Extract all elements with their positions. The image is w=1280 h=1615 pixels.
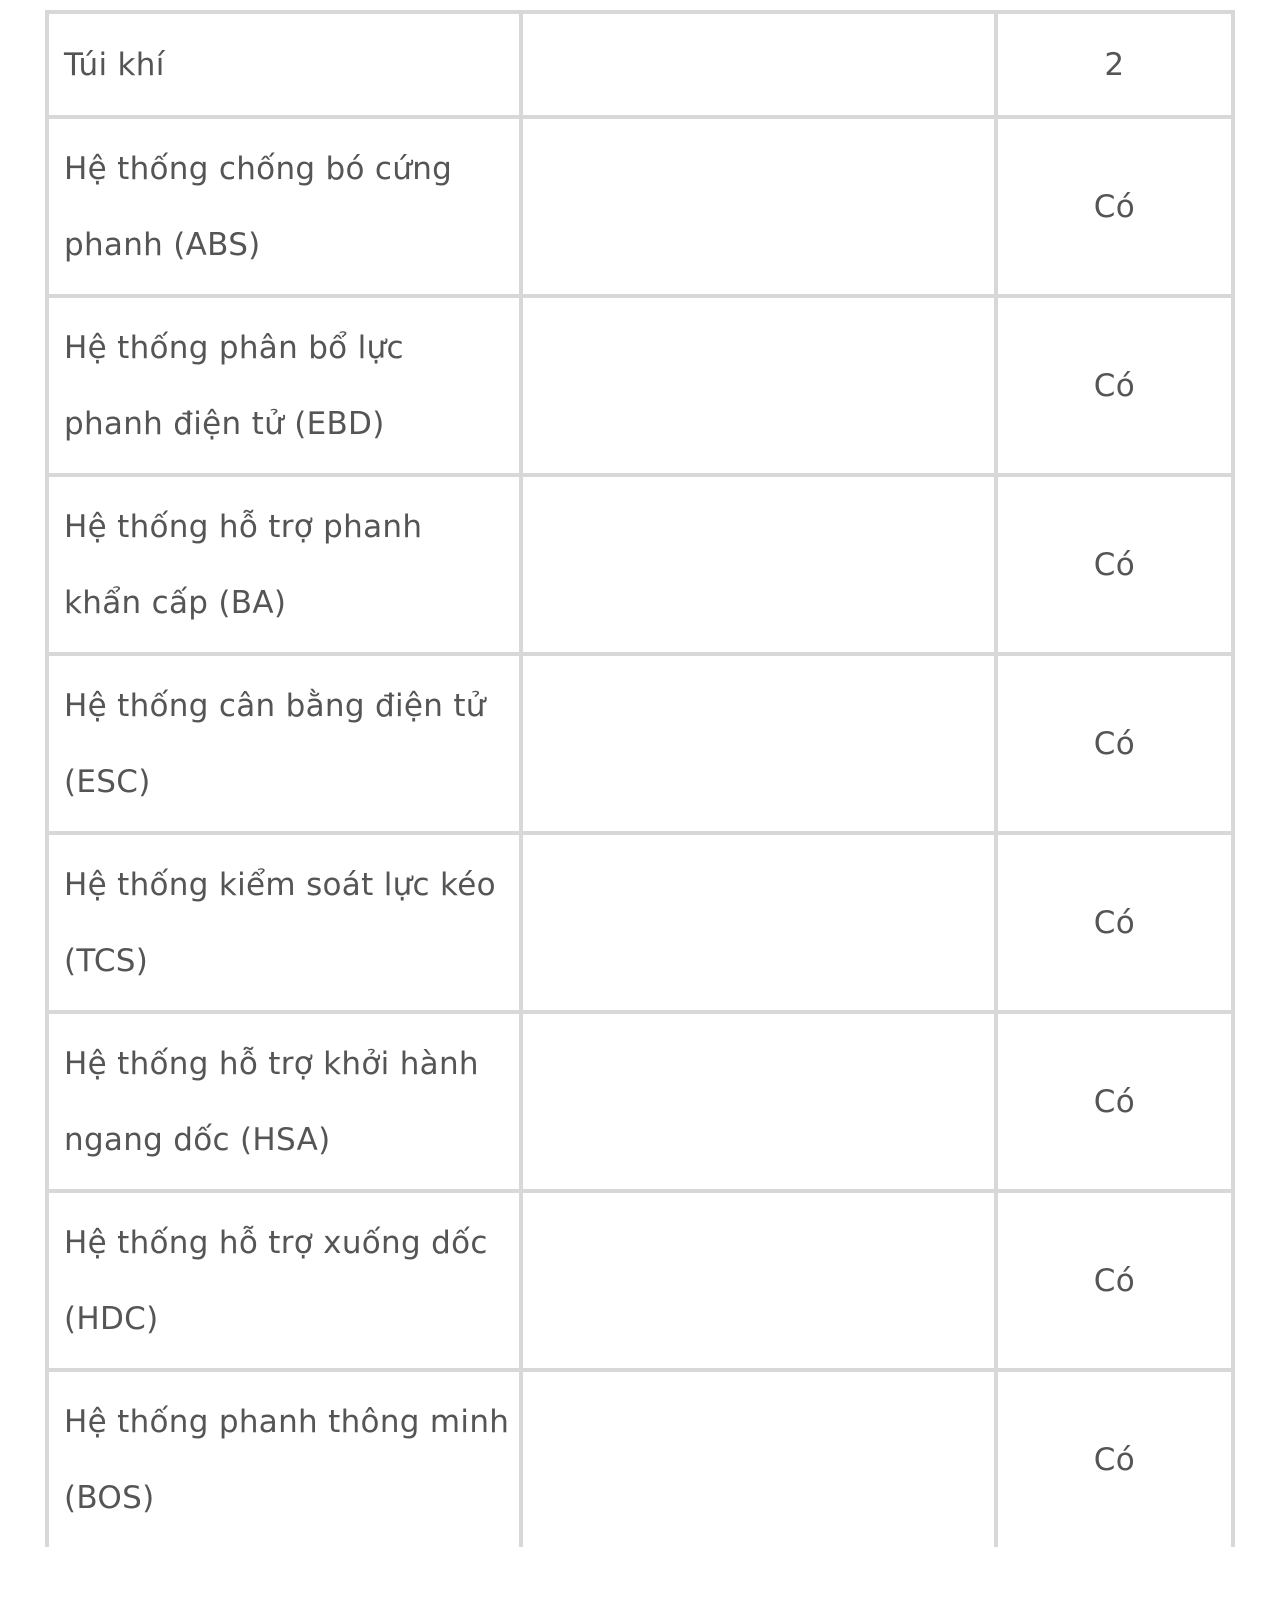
value-cell: Có [996, 654, 1233, 833]
empty-cell [521, 1012, 995, 1191]
table-row [47, 654, 1233, 833]
empty-cell [521, 475, 995, 654]
table-row [47, 1012, 1233, 1191]
value-cell: Có [996, 296, 1233, 475]
feature-cell: Hệ thống phanh thông minh (BOS) [47, 1370, 521, 1547]
feature-cell: Hệ thống chống bó cứng phanh (ABS) [47, 117, 521, 296]
empty-cell [521, 833, 995, 1012]
table-row [47, 117, 1233, 296]
spec-table-body [47, 12, 1233, 1547]
table-row [47, 475, 1233, 654]
table-row [47, 1191, 1233, 1370]
empty-cell [521, 296, 995, 475]
value-cell: Có [996, 1370, 1233, 1547]
feature-cell: Hệ thống hỗ trợ phanh khẩn cấp (BA) [47, 475, 521, 654]
value-cell: Có [996, 1012, 1233, 1191]
table-row [47, 1370, 1233, 1547]
empty-cell [521, 1191, 995, 1370]
table-row [47, 833, 1233, 1012]
value-cell: Có [996, 833, 1233, 1012]
feature-cell: Hệ thống phân bổ lực phanh điện tử (EBD) [47, 296, 521, 475]
feature-cell: Hệ thống hỗ trợ xuống dốc (HDC) [47, 1191, 521, 1370]
empty-cell [521, 654, 995, 833]
empty-cell [521, 1370, 995, 1547]
value-cell: Có [996, 475, 1233, 654]
table-row [47, 12, 1233, 117]
value-cell: 2 [996, 12, 1233, 117]
empty-cell [521, 117, 995, 296]
feature-cell: Hệ thống kiểm soát lực kéo (TCS) [47, 833, 521, 1012]
empty-cell [521, 12, 995, 117]
feature-cell: Hệ thống hỗ trợ khởi hành ngang dốc (HSA) [47, 1012, 521, 1191]
value-cell: Có [996, 117, 1233, 296]
feature-cell: Túi khí [47, 12, 521, 117]
table-row [47, 296, 1233, 475]
value-cell: Có [996, 1191, 1233, 1370]
feature-cell: Hệ thống cân bằng điện tử (ESC) [47, 654, 521, 833]
safety-spec-table [45, 10, 1235, 1547]
